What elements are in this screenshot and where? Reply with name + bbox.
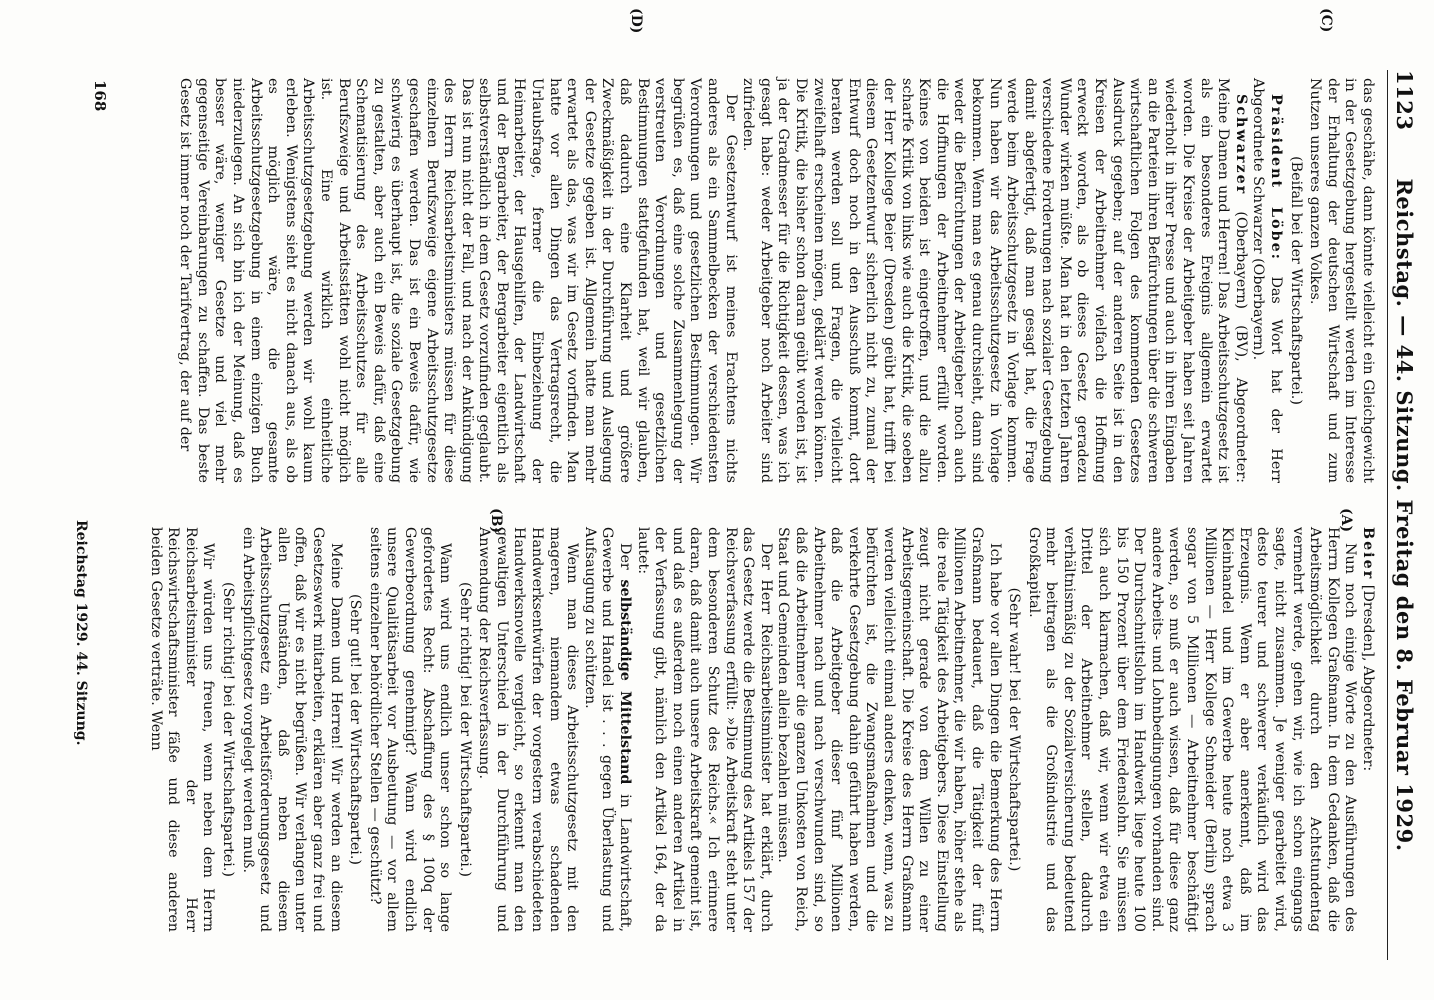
interjection: (Beifall bei der Wirtschaftspartei.) [1287, 156, 1304, 405]
quote-text: Der [617, 543, 634, 570]
paragraph: Ich habe vor allen Dingen die Bemerkung des Herrn Graßmann bedauert, daß die Tätigkeit der fünf Millionen Arbeitnehmer, die wir haben, höher stehe als die reale Tätigkeit des Arbeitgebers. Diese Einstellung zeugt nicht gerade von dem Willen zu einer Arbeitsgemeinschaft. Die Kreise des Herrn Graßmann werden vielleicht einmal anders denken, wenn, was zu befürchten ist, die Zwangsmaßnahmen und die verkehrte Gesetzgebung dahin geführt haben werden, daß die Arbeitgeber dieser fünf Millionen Arbeitnehmer nach und nach verschwunden sind, so daß die Arbeitnehmer die ganzen Unkosten von Reich, Staat und Gemeinden allein bezahlen müssen. [775, 527, 1003, 932]
margin-marker-a: (A) [1338, 508, 1354, 533]
paragraph-text: (Oberbayern) (BV), Abgeordneter: Meine Damen und Herren! Das Arbeitsschutzgesetz ist als ein besonderes Ereignis allgemein erwartet worden. Die Kreise der Arbeitgeber haben seit Jahren wiederholt in ihrer Presse und auch in ihren Eingaben an die Parteien ihren Befürchtungen über die schweren wirtschaftlichen Folgen des kommenden Gesetzes Ausdruck gegeben; auf der anderen Seite ist in den Kreisen der Arbeitnehmer vielfach die Hoffnung erweckt worden, als ob dieses Gesetz geradezu Wunder wirken müßte. Man hat in den letzten Jahren verschiedene Forderungen nach sozialer Gesetzgebung damit abgefertigt, daß man gesagt hat, die Frage werde beim Arbeitsschutzgesetz in Vorlage kommen. Nun haben wir das Arbeitsschutzgesetz in Vorlage bekommen. Wenn man es genau durchsieht, dann sind weder die Befürchtungen der Arbeitgeber noch auch die Hoffnungen der Arbeitnehmer erfüllt worden. Keines von beiden ist eingetroffen, und die allzu scharfe Kritik von links wie auch die Kritik, die soeben der Herr Kollege Beier (Dresden) geübt hat, trifft bei diesem Gesetzentwurf sicherlich nicht zu, zumal der Entwurf doch noch in den Ausschuß kommt, dort beraten werden soll und Fragen, die vielleicht zweifelhaft erscheinen mögen, geklärt werden können. Die Kritik, die bisher schon daran geübt worden ist, ist ja der Gradmesser für die Richtigkeit dessen, was ich gesagt habe: weder Arbeitgeber noch Arbeiter sind zufrieden. [740, 78, 1249, 483]
quote [580, 527, 633, 932]
digitization-credit [2, 0, 20, 1000]
speech-paragraph [739, 78, 1249, 483]
paragraph: Wenn man dieses Arbeitsschutzgesetz mit den mageren, niemandem etwas schadenden Handwerksentwürfen der vorgestern verabschiedeten Handwerksnovelle vergleicht, so erkennt man den gewaltigen Unterschied in der Durchführung und Anwendung der Reichsverfassung. [476, 527, 581, 932]
margin-marker-c: (C) [1318, 8, 1334, 33]
president-paragraph [1249, 78, 1284, 483]
text-column-right [176, 78, 1376, 483]
page-title: Reichstag. — 44. Sitzung. Freitag den 8. Februar 1929. [1392, 178, 1418, 852]
paragraph: das geschähe, dann könnte vielleicht ein Gleichgewicht in der Gesetzgebung hergestellt werden im Interesse der Erhaltung der deutschen Wirtschaft und zum Nutzen unseres ganzen Volkes. [1307, 78, 1376, 483]
speaker-name: Schwarzer [1232, 94, 1249, 196]
interjection: (Sehr richtig! bei der Wirtschaftspartei.) [456, 582, 473, 877]
interjection: (Sehr richtig! bei der Wirtschaftspartei.) [220, 582, 236, 877]
paragraph-text: Das Wort hat der Herr Abgeordnete Schwarzer (Oberbayern). [1250, 78, 1285, 484]
speaker-name: Präsident Löbe: [1268, 94, 1285, 261]
page-footer: Reichstag 1929. 44. Sitzung. [73, 520, 89, 746]
paragraph-text: [Dresden], Abgeordneter: [1360, 584, 1376, 772]
interjection: (Sehr wahr! bei der Wirtschaftspartei.) [1006, 587, 1023, 872]
footer-page-number: 168 [91, 80, 109, 112]
interjection: (Sehr gut! bei der Wirtschaftspartei.) [347, 594, 364, 865]
paragraph: Meine Damen und Herren! Wir werden an diesem Gesetzeswerk mitarbeiten, erklären aber ganz frei und offen, daß wir es nicht begrüßen. Wir verlangen unter allen Umständen, daß neben diesem Arbeitsschutzgesetz ein Arbeitsförderungsgesetz und ein Arbeitspflichtgesetz vorgelegt werden muß. [239, 527, 344, 932]
quote-text: in Landwirtschaft, Gewerbe und Handel ist . . . gegen Überlastung und Aufsaugung zu schützen. [581, 527, 634, 933]
text-column-left [146, 527, 1376, 932]
speaker-name: Beier [1360, 527, 1376, 581]
paragraph: Der Gesetzentwurf ist meines Erachtens nichts anderes als ein Sammelbecken der verschiedensten Verordnungen und gesetzlichen Bestimmungen. Wir begrüßen es, daß eine solche Zusammenlegung der verstreuten Verordnungen und gesetzlichen Bestimmungen stattgefunden hat, weil wir glauben, daß dadurch eine Klarheit und größere Zweckmäßigkeit in der Durchführung und Auslegung der Gesetze gegeben ist. Allgemein hatte man mehr erwartet als das, was wir im Gesetz vorfinden. Man hatte vor allen Dingen das Vertragsrecht, die Urlaubsfrage, ferner die Einbeziehung der Heimarbeiter, der Hausgehilfen, der Landwirtschaft und der Bergarbeiter, der Bergarbeiter eigentlich als selbstverständlich in dem Gesetz vorzufinden geglaubt. Das ist nun nicht der Fall, und nach der Ankündigung des Herrn Reichsarbeitsministers müssen für diese einzelnen Berufszweige eigene Arbeitsschutzgesetze geschaffen werden. Das ist ein Beweis dafür, wie schwierig es überhaupt ist, die soziale Gesetzgebung zu gestalten, aber auch ein Beweis dafür, daß eine Schematisierung des Arbeitsschutzes für alle Berufszweige und Arbeitsstätten wohl nicht möglich ist. Eine wirklich einheitliche Arbeitsschutzgesetzgebung werden wir wohl kaum erleben. Wenigstens sieht es nicht danach aus, als ob es möglich wäre, die gesamte Arbeitsschutzgesetzgebung in einem einzigen Buch niederzulegen. An sich bin ich der Meinung, daß es besser wäre, weniger Gesetze und viel mehr gegenseitige Vereinbarungen zu schaffen. Das beste Gesetz ist immer noch der Tarifvertrag, der auf der [177, 78, 739, 483]
margin-marker-b: (B) [488, 508, 504, 534]
margin-marker-d: (D) [628, 8, 644, 34]
paragraph: Wir würden uns freuen, wenn neben dem Herrn Reichsarbeitsminister der Herr Reichswirtschaftsminister fäße und diese anderen beiden Gesetze verträte. Wenn [147, 527, 217, 932]
quote-bold: selbständige Mittelstand [617, 579, 634, 785]
page-number: 1123 [1392, 70, 1418, 131]
paragraph: Wann wird uns endlich unser schon so lange gefordertes Recht: Abschaffung des § 100q der Gewerbeordnung genehmigt? Wann wird endlich unsere Qualitätsarbeit vor Ausbeutung — vor allem seitens einzelner behördlicher Stellen — geschützt? [366, 527, 454, 932]
paragraph: Der Herr Reichsarbeitsminister hat erklärt, durch das Gesetz werde die Bestimmung des Artikels 157 der Reichsverfassung erfüllt: »Die Arbeitskraft steht unter dem besonderen Schutz des Reichs.« Ich erinnere daran, daß damit auch unsere Arbeitskraft gemeint ist, und daß es außerdem noch einen anderen Artikel in der Verfassung gibt, nämlich den Artikel 164, der da lautet: [634, 527, 774, 932]
page-header [1387, 70, 1422, 960]
paragraph: Nun noch einige Worte zu den Ausführungen des Herrn Kollegen Graßmann. In dem Gedanken, daß die Arbeitsmöglichkeit durch den Achtstundentag vermehrt werde, gehen wir, wie ich schon eingangs sagte, nicht zusammen. Je weniger gearbeitet wird, desto teurer und schwerer verkäuflich wird das Erzeugnis. Wenn er aber anerkennt, daß im Kleinhandel und im Gewerbe heute noch etwa 3 Millionen — Herr Kollege Schneider (Berlin) sprach sogar von 5 Millionen — Arbeitnehmer beschäftigt werden, so muß er auch wissen, daß für diese ganz andere Arbeits- und Lohnbedingungen vorhanden sind. Der Durchschnittslohn im Handwerk liege heute 100 bis 150 Prozent über dem Friedenslohn. Sie müssen sich auch klarmachen, daß wir, wenn wir etwa ein Drittel der Arbeitnehmer stellen, dadurch verhältnismäßig zu der Sozialversicherung bedeutend mehr beitragen als die Großindustrie und das Großkapital. [1025, 527, 1359, 932]
speech-paragraph [1358, 527, 1376, 932]
